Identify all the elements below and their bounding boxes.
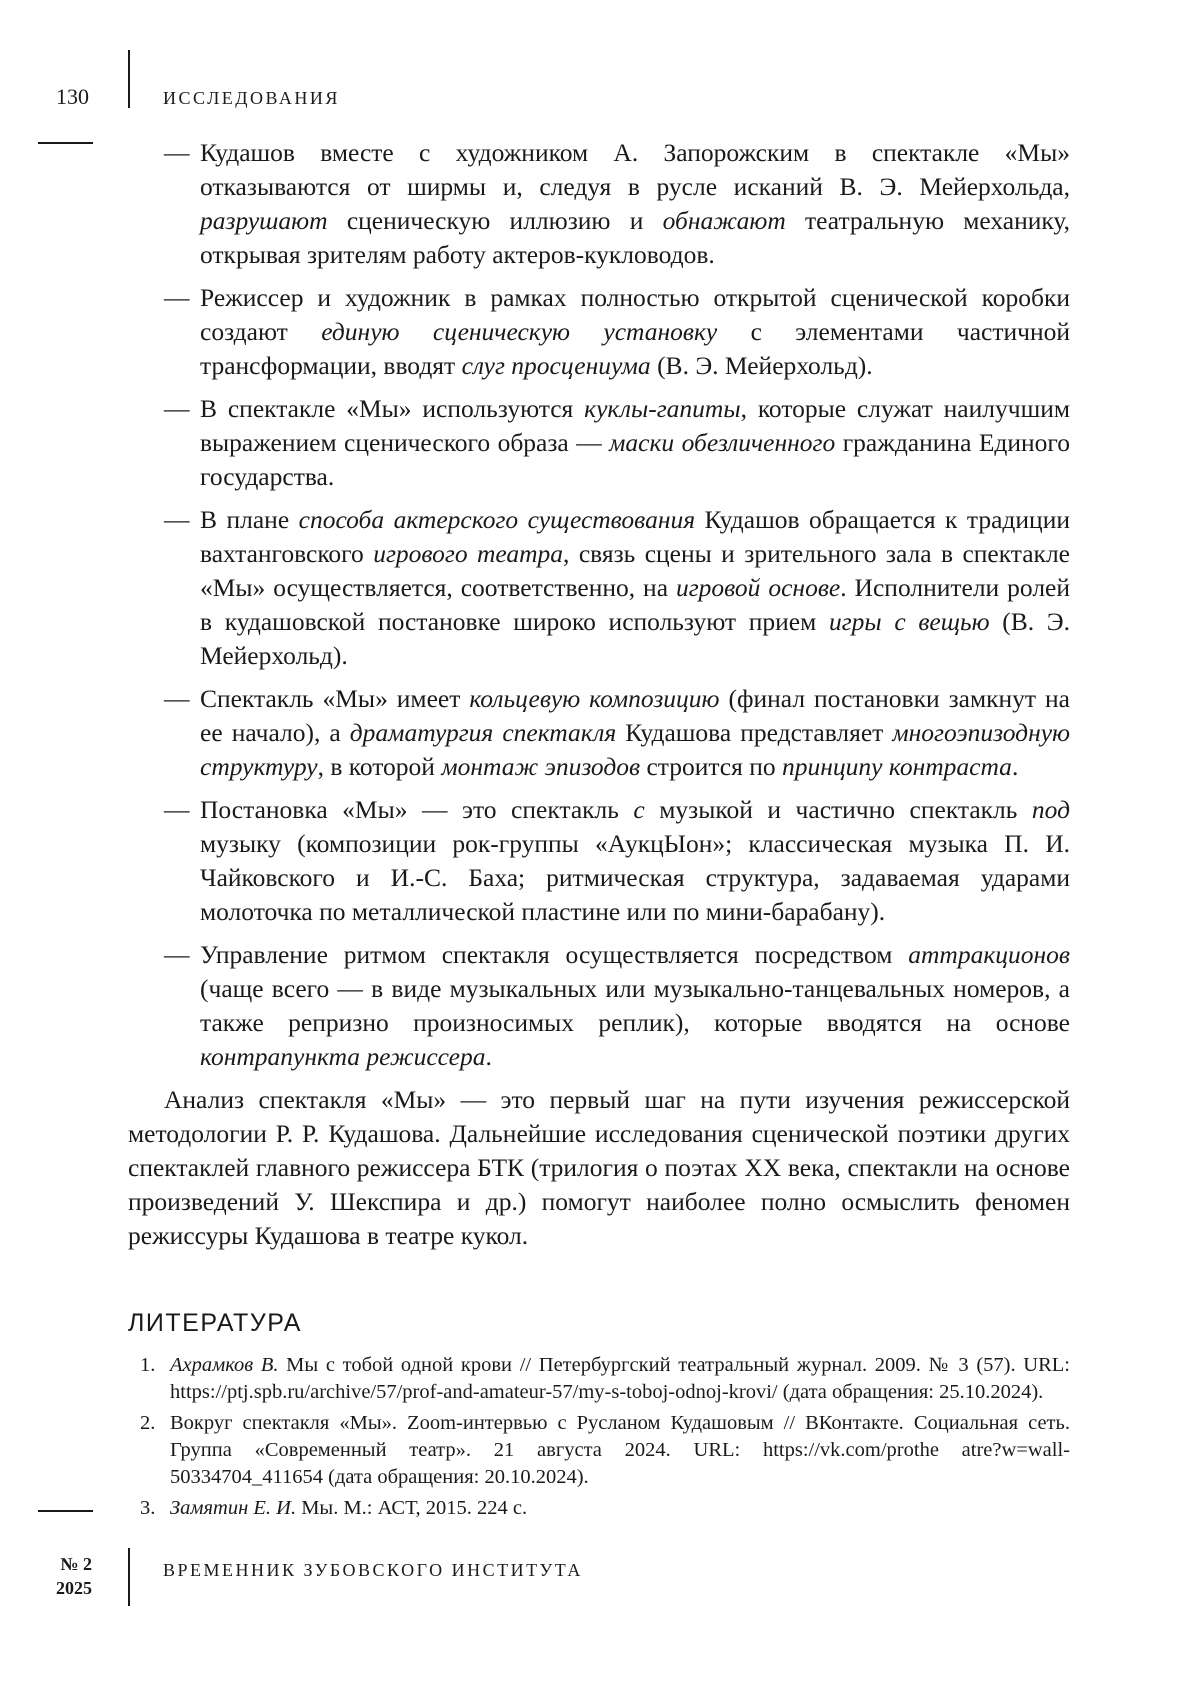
italic-phrase: многоэпизодную структуру xyxy=(200,718,1071,781)
bullet-dash: — xyxy=(164,283,190,312)
bullet-text xyxy=(200,684,1070,781)
reference-item xyxy=(128,1352,1070,1406)
text-run: , которые служат наилучшим выражением сценического образа — xyxy=(200,394,1070,457)
text-run: сценическую иллюзию и xyxy=(327,206,663,235)
bullet-dash: — xyxy=(164,684,190,713)
italic-phrase: Замятин Е. И. xyxy=(170,1497,297,1519)
text-run: Постановка «Мы» — это спектакль xyxy=(200,795,634,824)
text-run: музыкой и частично спектакль xyxy=(644,795,1032,824)
text-run: (В. Э. Мейерхольд). xyxy=(200,607,1070,670)
text-run: Режиссер и художник в рамках полностью открытой сценической коробки создают xyxy=(200,283,1070,346)
bullet-dash: — xyxy=(164,505,190,534)
text-run: гражданина Единого государства. xyxy=(200,428,1070,491)
literature-heading: ЛИТЕРАТУРА xyxy=(128,1309,302,1337)
text-run: Кудашова представляет xyxy=(616,718,893,747)
bullet-list xyxy=(128,136,1070,1074)
italic-phrase: под xyxy=(1031,795,1070,824)
text-run: театральную механику, открывая зрителям работу актеров-кукловодов. xyxy=(200,206,1070,269)
page-number: 130 xyxy=(56,84,89,109)
bullet-text xyxy=(200,394,1070,491)
text-run: Управление ритмом спектакля осуществляется посредством xyxy=(200,940,909,969)
journal-title: ВРЕМЕННИК ЗУБОВСКОГО ИНСТИТУТА xyxy=(163,1560,583,1580)
bullet-dash: — xyxy=(164,795,190,824)
italic-phrase: куклы-гапиты xyxy=(584,394,741,423)
italic-phrase: игровой основе xyxy=(675,573,841,602)
italic-phrase: контрапункта режиссера xyxy=(200,1042,486,1071)
conclusion-paragraph: Анализ спектакля «Мы» — это первый шаг на пути изучения режиссерской методологии Р. Р. Кудашова. Дальнейшие исследования сценической поэтики других спектаклей главного режиссера БТК (трилогия о поэтах XX века, спектакли на основе произведений У. Шекспира и др.) помогут наиболее полно осмыслить феномен режиссуры Кудашова в театре кукол. xyxy=(128,1085,1070,1250)
reference-list xyxy=(128,1352,1070,1522)
reference-text xyxy=(170,1412,1070,1488)
italic-phrase: единую сценическую установку xyxy=(321,317,718,346)
bullet-text xyxy=(200,138,1070,269)
text-run: строится по xyxy=(640,752,783,781)
header-divider xyxy=(128,50,130,108)
bullet-item xyxy=(128,503,1070,673)
italic-phrase: кольцевую композицию xyxy=(469,684,720,713)
bullet-item xyxy=(128,392,1070,494)
text-run: Мы с тобой одной крови // Петербургский театральный журнал. 2009. № 3 (57). URL: https://ptj.spb.ru/archive/57/prof-and-amateur-57/my-s-toboj-odnoj-krovi/ (дата обращения: 25.10.2024). xyxy=(170,1354,1070,1403)
text-run: Кудашов обращается к традиции вахтанговского xyxy=(200,505,1070,568)
section-title: ИССЛЕДОВАНИЯ xyxy=(163,88,340,108)
reference-number: 3. xyxy=(140,1497,156,1519)
bullet-text xyxy=(200,940,1070,1071)
bullet-item xyxy=(128,281,1070,383)
text-run: . xyxy=(1011,752,1019,781)
bullet-dash: — xyxy=(164,940,190,969)
italic-phrase: драматургия спектакля xyxy=(349,718,617,747)
text-run: В плане xyxy=(200,505,299,534)
bullet-item xyxy=(128,136,1070,272)
italic-phrase: игры с вещью xyxy=(828,607,990,636)
italic-phrase: способа актерского существования xyxy=(298,505,696,534)
bullet-item xyxy=(128,793,1070,929)
text-run: музыку (композиции рок-группы «АукцЫон»; классическая музыка П. И. Чайковского и И.-С. Баха; ритмическая структура, задаваемая ударами молоточка по металлической пластине или по мини-барабану). xyxy=(200,829,1070,926)
bullet-text xyxy=(200,795,1070,926)
italic-phrase: Ахрамков В. xyxy=(170,1354,279,1376)
italic-phrase: слуг просцениума xyxy=(461,351,651,380)
italic-phrase: игрового театра xyxy=(373,539,564,568)
italic-phrase: монтаж эпизодов xyxy=(441,752,641,781)
italic-phrase: маски обезличенного xyxy=(609,428,836,457)
footer-rule xyxy=(38,1510,93,1512)
bullet-item xyxy=(128,938,1070,1074)
bullet-text xyxy=(200,505,1070,670)
text-run: , в которой xyxy=(317,752,442,781)
text-run: В спектакле «Мы» используются xyxy=(200,394,585,423)
reference-item xyxy=(128,1410,1070,1491)
text-run: . Исполнители ролей в кудашовской постановке широко используют прием xyxy=(200,573,1071,636)
bullet-dash: — xyxy=(164,394,190,423)
text-run: Вокруг спектакля «Мы». Zoom-интервью с Русланом Кудашовым // ВКонтакте. Социальная сеть. Группа «Современный театр». 21 августа 2024. URL: https://vk.com/prothe atre?w=wall-50334704_411654 (дата обращения: 20.10.2024). xyxy=(170,1412,1070,1488)
text-run: (финал постановки замкнут на ее начало), а xyxy=(200,684,1070,747)
italic-phrase: аттракционов xyxy=(908,940,1070,969)
issue-info xyxy=(52,1552,92,1600)
text-run: , связь сцены и зрительного зала в спектакле «Мы» осуществляется, соответственно, на xyxy=(200,539,1070,602)
text-run: Мы. М.: АСТ, 2015. 224 с. xyxy=(296,1497,528,1519)
text-run: Кудашов вместе с художником А. Запорожским в спектакле «Мы» отказываются от ширмы и, следуя в русле исканий В. Э. Мейерхольда, xyxy=(200,138,1070,201)
issue-number: № 2 xyxy=(60,1554,92,1574)
reference-text xyxy=(170,1354,1070,1403)
italic-phrase: с xyxy=(633,795,645,824)
article-body xyxy=(128,136,1070,1526)
italic-phrase: принципу контраста xyxy=(782,752,1012,781)
text-run: Спектакль «Мы» имеет xyxy=(200,684,470,713)
text-run: с элементами частичной трансформации, вводят xyxy=(200,317,1070,380)
issue-year: 2025 xyxy=(56,1578,92,1598)
bullet-item xyxy=(128,682,1070,784)
italic-phrase: разрушают xyxy=(200,206,328,235)
italic-phrase: обнажают xyxy=(662,206,786,235)
bullet-text xyxy=(200,283,1070,380)
reference-number: 1. xyxy=(140,1354,156,1376)
text-run: . xyxy=(485,1042,492,1071)
bullet-dash: — xyxy=(164,138,190,167)
header-rule xyxy=(38,142,93,144)
footer-divider xyxy=(128,1548,130,1606)
reference-number: 2. xyxy=(140,1412,156,1434)
reference-text xyxy=(170,1497,527,1519)
text-run: (чаще всего — в виде музыкальных или музыкально-танцевальных номеров, а также репризно произносимых реплик), которые вводятся на основе xyxy=(200,974,1070,1037)
text-run: (В. Э. Мейерхольд). xyxy=(650,351,873,380)
reference-item xyxy=(128,1495,1070,1522)
